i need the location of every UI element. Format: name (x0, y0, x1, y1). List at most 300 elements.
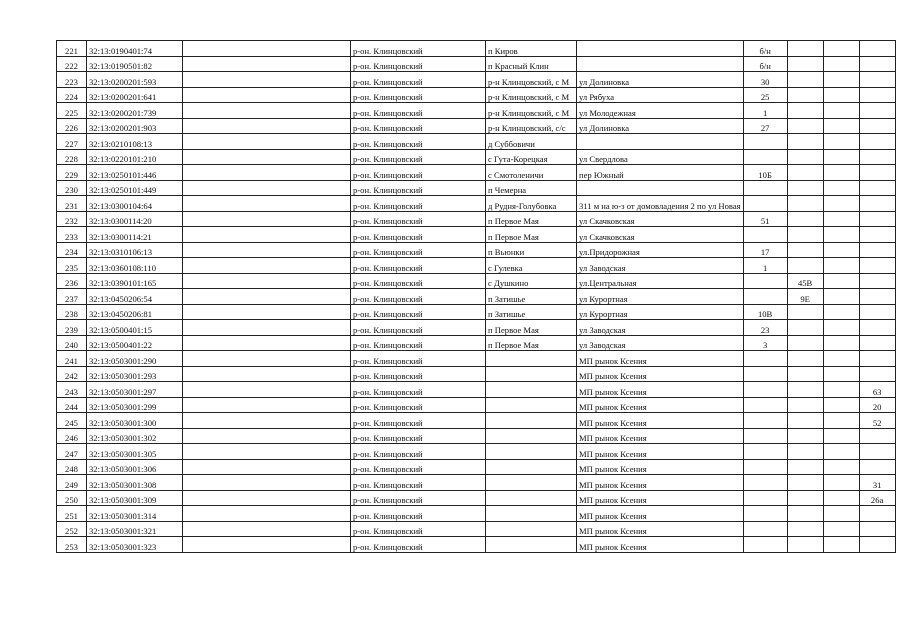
empty-cell (823, 289, 859, 305)
house-number-cell: б/н (743, 41, 787, 57)
table-row (57, 134, 896, 150)
table-row (57, 397, 896, 413)
building-cell (787, 304, 823, 320)
district-cell: р-он. Клинцовский (351, 72, 486, 88)
building-cell (787, 351, 823, 367)
cadastral-number: 32:13:0503001:293 (87, 366, 183, 382)
building-cell (787, 87, 823, 103)
house-number-cell: 25 (743, 87, 787, 103)
district-cell: р-он. Клинцовский (351, 258, 486, 274)
empty-cell (823, 242, 859, 258)
district-cell: р-он. Клинцовский (351, 351, 486, 367)
district-cell: р-он. Клинцовский (351, 87, 486, 103)
cadastral-number: 32:13:0200201:903 (87, 118, 183, 134)
row-number: 247 (57, 444, 87, 460)
district-cell: р-он. Клинцовский (351, 41, 486, 57)
empty-cell (823, 41, 859, 57)
house-number-cell: 1 (743, 258, 787, 274)
table-row (57, 413, 896, 429)
empty-cell (823, 428, 859, 444)
street-cell: МП рынок Ксения (577, 521, 744, 537)
district-cell: р-он. Клинцовский (351, 227, 486, 243)
table-row (57, 165, 896, 181)
cadastral-number: 32:13:0503001:297 (87, 382, 183, 398)
street-cell: пер Южный (577, 165, 744, 181)
empty-cell (183, 335, 351, 351)
empty-cell (183, 72, 351, 88)
table-row (57, 227, 896, 243)
empty-cell (823, 304, 859, 320)
district-cell: р-он. Клинцовский (351, 134, 486, 150)
empty-cell (183, 304, 351, 320)
cadastral-number: 32:13:0250101:449 (87, 180, 183, 196)
empty-cell (183, 165, 351, 181)
house-number-cell (743, 134, 787, 150)
table-row (57, 196, 896, 212)
table-row (57, 459, 896, 475)
empty-cell (183, 180, 351, 196)
apartment-cell (859, 180, 895, 196)
empty-cell (823, 258, 859, 274)
house-number-cell (743, 227, 787, 243)
table-row (57, 258, 896, 274)
street-cell: МП рынок Ксения (577, 366, 744, 382)
empty-cell (183, 351, 351, 367)
row-number: 243 (57, 382, 87, 398)
street-cell: ул Заводская (577, 320, 744, 336)
house-number-cell (743, 180, 787, 196)
building-cell (787, 320, 823, 336)
table-row (57, 273, 896, 289)
cadastral-number: 32:13:0503001:314 (87, 506, 183, 522)
empty-cell (183, 506, 351, 522)
empty-cell (183, 444, 351, 460)
empty-cell (183, 366, 351, 382)
row-number: 245 (57, 413, 87, 429)
street-cell: МП рынок Ксения (577, 444, 744, 460)
empty-cell (823, 149, 859, 165)
row-number: 223 (57, 72, 87, 88)
row-number: 249 (57, 475, 87, 491)
row-number: 244 (57, 397, 87, 413)
empty-cell (823, 103, 859, 119)
empty-cell (823, 366, 859, 382)
empty-cell (823, 335, 859, 351)
row-number: 231 (57, 196, 87, 212)
cadastral-number: 32:13:0500401:15 (87, 320, 183, 336)
house-number-cell (743, 289, 787, 305)
building-cell (787, 444, 823, 460)
empty-cell (823, 134, 859, 150)
building-cell (787, 118, 823, 134)
empty-cell (823, 227, 859, 243)
settlement-cell: р-н Клинцовский, с М (486, 72, 577, 88)
cadastral-number: 32:13:0503001:290 (87, 351, 183, 367)
settlement-cell: п Затишье (486, 304, 577, 320)
settlement-cell: с Душкино (486, 273, 577, 289)
table-row (57, 444, 896, 460)
cadastral-number: 32:13:0390101:165 (87, 273, 183, 289)
apartment-cell (859, 211, 895, 227)
table-row (57, 366, 896, 382)
row-number: 230 (57, 180, 87, 196)
building-cell (787, 165, 823, 181)
row-number: 232 (57, 211, 87, 227)
building-cell (787, 506, 823, 522)
empty-cell (183, 149, 351, 165)
empty-cell (823, 180, 859, 196)
apartment-cell (859, 366, 895, 382)
table-row (57, 41, 896, 57)
building-cell (787, 180, 823, 196)
district-cell: р-он. Клинцовский (351, 180, 486, 196)
street-cell: ул Скачковская (577, 211, 744, 227)
table-row (57, 180, 896, 196)
street-cell: МП рынок Ксения (577, 490, 744, 506)
building-cell (787, 149, 823, 165)
settlement-cell (486, 382, 577, 398)
empty-cell (823, 320, 859, 336)
cadastral-number: 32:13:0190401:74 (87, 41, 183, 57)
house-number-cell (743, 444, 787, 460)
apartment-cell (859, 242, 895, 258)
settlement-cell: п Красный Клин (486, 56, 577, 72)
street-cell: МП рынок Ксения (577, 382, 744, 398)
empty-cell (183, 242, 351, 258)
empty-cell (823, 459, 859, 475)
empty-cell (823, 273, 859, 289)
street-cell: ул Молодежная (577, 103, 744, 119)
row-number: 237 (57, 289, 87, 305)
district-cell: р-он. Клинцовский (351, 273, 486, 289)
building-cell (787, 366, 823, 382)
district-cell: р-он. Клинцовский (351, 289, 486, 305)
empty-cell (823, 211, 859, 227)
empty-cell (183, 537, 351, 553)
street-cell: ул Свердлова (577, 149, 744, 165)
cadastral-number: 32:13:0503001:323 (87, 537, 183, 553)
house-number-cell (743, 537, 787, 553)
building-cell (787, 335, 823, 351)
apartment-cell (859, 149, 895, 165)
street-cell: ул Заводская (577, 258, 744, 274)
row-number: 251 (57, 506, 87, 522)
apartment-cell (859, 196, 895, 212)
building-cell (787, 521, 823, 537)
row-number: 250 (57, 490, 87, 506)
empty-cell (823, 56, 859, 72)
row-number: 227 (57, 134, 87, 150)
table-row (57, 351, 896, 367)
apartment-cell (859, 320, 895, 336)
cadastral-number: 32:13:0250101:446 (87, 165, 183, 181)
district-cell: р-он. Клинцовский (351, 475, 486, 491)
district-cell: р-он. Клинцовский (351, 242, 486, 258)
settlement-cell: п Первое Мая (486, 211, 577, 227)
cadastral-number: 32:13:0200201:739 (87, 103, 183, 119)
empty-cell (183, 134, 351, 150)
table-row (57, 149, 896, 165)
cadastral-number: 32:13:0503001:299 (87, 397, 183, 413)
row-number: 233 (57, 227, 87, 243)
empty-cell (823, 397, 859, 413)
cadastral-number: 32:13:0503001:309 (87, 490, 183, 506)
street-cell: МП рынок Ксения (577, 351, 744, 367)
building-cell (787, 72, 823, 88)
house-number-cell (743, 521, 787, 537)
district-cell: р-он. Клинцовский (351, 382, 486, 398)
district-cell: р-он. Клинцовский (351, 366, 486, 382)
building-cell (787, 258, 823, 274)
empty-cell (823, 475, 859, 491)
cadastral-number: 32:13:0503001:305 (87, 444, 183, 460)
district-cell: р-он. Клинцовский (351, 444, 486, 460)
empty-cell (183, 428, 351, 444)
cadastral-number: 32:13:0450206:54 (87, 289, 183, 305)
district-cell: р-он. Клинцовский (351, 103, 486, 119)
settlement-cell (486, 413, 577, 429)
empty-cell (823, 196, 859, 212)
row-number: 252 (57, 521, 87, 537)
house-number-cell: 1 (743, 103, 787, 119)
empty-cell (183, 56, 351, 72)
settlement-cell: р-н Клинцовский, с/с (486, 118, 577, 134)
street-cell: МП рынок Ксения (577, 413, 744, 429)
building-cell (787, 459, 823, 475)
house-number-cell: б/н (743, 56, 787, 72)
empty-cell (183, 521, 351, 537)
street-cell: МП рынок Ксения (577, 475, 744, 491)
street-cell: ул Долиновка (577, 118, 744, 134)
cadastral-number: 32:13:0450206:81 (87, 304, 183, 320)
empty-cell (823, 521, 859, 537)
street-cell (577, 41, 744, 57)
empty-cell (183, 397, 351, 413)
cadastral-number: 32:13:0503001:300 (87, 413, 183, 429)
empty-cell (823, 382, 859, 398)
apartment-cell (859, 227, 895, 243)
apartment-cell (859, 72, 895, 88)
cadastral-number: 32:13:0360108:110 (87, 258, 183, 274)
apartment-cell (859, 87, 895, 103)
building-cell (787, 134, 823, 150)
apartment-cell (859, 304, 895, 320)
district-cell: р-он. Клинцовский (351, 459, 486, 475)
row-number: 225 (57, 103, 87, 119)
row-number: 239 (57, 320, 87, 336)
empty-cell (183, 211, 351, 227)
empty-cell (823, 165, 859, 181)
building-cell: 45В (787, 273, 823, 289)
register-table (56, 40, 896, 553)
house-number-cell: 17 (743, 242, 787, 258)
district-cell: р-он. Клинцовский (351, 118, 486, 134)
district-cell: р-он. Клинцовский (351, 490, 486, 506)
row-number: 236 (57, 273, 87, 289)
street-cell: ул Рябуха (577, 87, 744, 103)
empty-cell (823, 506, 859, 522)
house-number-cell (743, 475, 787, 491)
settlement-cell: п Чемерна (486, 180, 577, 196)
house-number-cell: 51 (743, 211, 787, 227)
cadastral-number: 32:13:0503001:302 (87, 428, 183, 444)
building-cell (787, 41, 823, 57)
settlement-cell: р-н Клинцовский, с М (486, 103, 577, 119)
empty-cell (823, 413, 859, 429)
street-cell: 311 м на ю-з от домовладения 2 по ул Новая (577, 196, 744, 212)
apartment-cell: 20 (859, 397, 895, 413)
empty-cell (183, 475, 351, 491)
apartment-cell (859, 273, 895, 289)
empty-cell (183, 103, 351, 119)
settlement-cell (486, 459, 577, 475)
row-number: 222 (57, 56, 87, 72)
building-cell (787, 475, 823, 491)
house-number-cell: 3 (743, 335, 787, 351)
empty-cell (183, 459, 351, 475)
table-row (57, 428, 896, 444)
apartment-cell (859, 103, 895, 119)
empty-cell (183, 41, 351, 57)
row-number: 221 (57, 41, 87, 57)
empty-cell (823, 72, 859, 88)
apartment-cell (859, 41, 895, 57)
cadastral-number: 32:13:0300114:21 (87, 227, 183, 243)
apartment-cell (859, 537, 895, 553)
street-cell: ул Курортная (577, 289, 744, 305)
street-cell (577, 134, 744, 150)
cadastral-number: 32:13:0310106:13 (87, 242, 183, 258)
settlement-cell (486, 506, 577, 522)
house-number-cell (743, 382, 787, 398)
apartment-cell: 52 (859, 413, 895, 429)
apartment-cell (859, 134, 895, 150)
settlement-cell: д Рудня-Голубовка (486, 196, 577, 212)
table-row (57, 56, 896, 72)
settlement-cell (486, 366, 577, 382)
district-cell: р-он. Клинцовский (351, 56, 486, 72)
settlement-cell: д Суббовичи (486, 134, 577, 150)
house-number-cell: 10В (743, 304, 787, 320)
house-number-cell (743, 459, 787, 475)
empty-cell (823, 444, 859, 460)
district-cell: р-он. Клинцовский (351, 537, 486, 553)
row-number: 240 (57, 335, 87, 351)
cadastral-number: 32:13:0300114:20 (87, 211, 183, 227)
table-row (57, 289, 896, 305)
table-row (57, 304, 896, 320)
table-row (57, 242, 896, 258)
house-number-cell (743, 351, 787, 367)
row-number: 235 (57, 258, 87, 274)
cadastral-number: 32:13:0220101:210 (87, 149, 183, 165)
street-cell (577, 56, 744, 72)
street-cell: ул.Центральная (577, 273, 744, 289)
house-number-cell (743, 273, 787, 289)
district-cell: р-он. Клинцовский (351, 335, 486, 351)
house-number-cell (743, 149, 787, 165)
building-cell (787, 227, 823, 243)
empty-cell (183, 273, 351, 289)
house-number-cell: 27 (743, 118, 787, 134)
table-row (57, 320, 896, 336)
house-number-cell (743, 196, 787, 212)
row-number: 229 (57, 165, 87, 181)
district-cell: р-он. Клинцовский (351, 211, 486, 227)
apartment-cell (859, 56, 895, 72)
house-number-cell: 30 (743, 72, 787, 88)
street-cell: ул Долиновка (577, 72, 744, 88)
street-cell: ул Курортная (577, 304, 744, 320)
table-row (57, 118, 896, 134)
empty-cell (183, 490, 351, 506)
building-cell (787, 211, 823, 227)
row-number: 248 (57, 459, 87, 475)
table-row (57, 103, 896, 119)
table-row (57, 87, 896, 103)
settlement-cell: с Гулевка (486, 258, 577, 274)
table-row (57, 72, 896, 88)
settlement-cell (486, 428, 577, 444)
settlement-cell: п Вьюнки (486, 242, 577, 258)
cadastral-number: 32:13:0200201:593 (87, 72, 183, 88)
table-row (57, 475, 896, 491)
table-row (57, 537, 896, 553)
cadastral-number: 32:13:0300104:64 (87, 196, 183, 212)
settlement-cell: п Киров (486, 41, 577, 57)
street-cell (577, 180, 744, 196)
building-cell (787, 490, 823, 506)
district-cell: р-он. Клинцовский (351, 196, 486, 212)
row-number: 253 (57, 537, 87, 553)
district-cell: р-он. Клинцовский (351, 304, 486, 320)
settlement-cell: с Смотоленичи (486, 165, 577, 181)
empty-cell (183, 196, 351, 212)
district-cell: р-он. Клинцовский (351, 521, 486, 537)
building-cell: 9Е (787, 289, 823, 305)
building-cell (787, 428, 823, 444)
cadastral-number: 32:13:0503001:306 (87, 459, 183, 475)
row-number: 242 (57, 366, 87, 382)
settlement-cell (486, 351, 577, 367)
building-cell (787, 242, 823, 258)
empty-cell (823, 490, 859, 506)
street-cell: ул.Придорожная (577, 242, 744, 258)
house-number-cell (743, 490, 787, 506)
settlement-cell: р-н Клинцовский, с М (486, 87, 577, 103)
cadastral-number: 32:13:0503001:321 (87, 521, 183, 537)
empty-cell (823, 351, 859, 367)
table-row (57, 335, 896, 351)
table-row (57, 490, 896, 506)
table-row (57, 506, 896, 522)
district-cell: р-он. Клинцовский (351, 506, 486, 522)
cadastral-number: 32:13:0200201:641 (87, 87, 183, 103)
district-cell: р-он. Клинцовский (351, 165, 486, 181)
empty-cell (183, 118, 351, 134)
apartment-cell: 63 (859, 382, 895, 398)
settlement-cell: п Первое Мая (486, 335, 577, 351)
building-cell (787, 382, 823, 398)
house-number-cell (743, 413, 787, 429)
street-cell: МП рынок Ксения (577, 428, 744, 444)
house-number-cell: 23 (743, 320, 787, 336)
house-number-cell (743, 506, 787, 522)
settlement-cell (486, 444, 577, 460)
settlement-cell: п Первое Мая (486, 320, 577, 336)
house-number-cell (743, 366, 787, 382)
district-cell: р-он. Клинцовский (351, 149, 486, 165)
